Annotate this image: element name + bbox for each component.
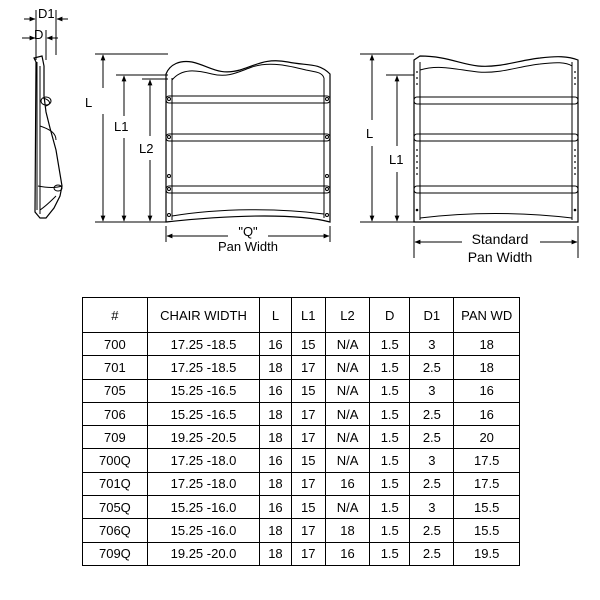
- cell-l2: N/A: [325, 496, 369, 519]
- cell-l2: 16: [325, 472, 369, 495]
- cell-d1: 2.5: [410, 402, 454, 425]
- cell-model-number: 700: [83, 333, 148, 356]
- cell-chair-width: 15.25 -16.5: [147, 402, 259, 425]
- cell-d1: 2.5: [410, 356, 454, 379]
- cell-l1: 17: [291, 519, 325, 542]
- cell-l: 18: [260, 356, 291, 379]
- cell-model-number: 700Q: [83, 449, 148, 472]
- table-row: [83, 496, 520, 519]
- cell-model-number: 706Q: [83, 519, 148, 542]
- cell-l2: N/A: [325, 333, 369, 356]
- std-caption-line2: Pan Width: [467, 249, 533, 265]
- table-row: [83, 472, 520, 495]
- side-d-label: D: [34, 27, 44, 42]
- table-row: [83, 542, 520, 565]
- cell-l: 16: [260, 496, 291, 519]
- cell-chair-width: 15.25 -16.5: [147, 379, 259, 402]
- cell-d1: 2.5: [410, 542, 454, 565]
- cell-l1: 17: [291, 426, 325, 449]
- q-l-label: L: [85, 95, 93, 110]
- table-row: [83, 426, 520, 449]
- cell-chair-width: 17.25 -18.5: [147, 356, 259, 379]
- spec-table-body: [83, 333, 520, 566]
- cell-l2: N/A: [325, 379, 369, 402]
- cell-l2: N/A: [325, 356, 369, 379]
- table-row: [83, 356, 520, 379]
- cell-d: 1.5: [370, 426, 410, 449]
- cell-pan-wd: 15.5: [454, 496, 520, 519]
- col-header-d1: D1: [410, 298, 454, 333]
- table-row: [83, 519, 520, 542]
- cell-model-number: 705Q: [83, 496, 148, 519]
- cell-d1: 3: [410, 449, 454, 472]
- table-row: [83, 379, 520, 402]
- cell-l1: 17: [291, 472, 325, 495]
- cell-d: 1.5: [370, 519, 410, 542]
- q-front-view: [95, 54, 330, 242]
- cell-l: 16: [260, 449, 291, 472]
- cell-l2: 16: [325, 542, 369, 565]
- cell-model-number: 709: [83, 426, 148, 449]
- cell-d: 1.5: [370, 333, 410, 356]
- table-header-row: [83, 298, 520, 333]
- cell-d: 1.5: [370, 449, 410, 472]
- cell-chair-width: 17.25 -18.0: [147, 472, 259, 495]
- cell-l1: 15: [291, 333, 325, 356]
- cell-model-number: 701: [83, 356, 148, 379]
- cell-pan-wd: 19.5: [454, 542, 520, 565]
- q-l2-label: L2: [139, 141, 154, 156]
- cell-d1: 3: [410, 496, 454, 519]
- col-header-number: #: [83, 298, 148, 333]
- cell-model-number: 705: [83, 379, 148, 402]
- table-row: [83, 402, 520, 425]
- cell-l: 18: [260, 426, 291, 449]
- q-caption-pan-width: Pan Width: [218, 239, 278, 254]
- cell-l1: 15: [291, 496, 325, 519]
- cell-d: 1.5: [370, 542, 410, 565]
- cell-l: 16: [260, 379, 291, 402]
- cell-chair-width: 19.25 -20.5: [147, 426, 259, 449]
- table-row: [83, 333, 520, 356]
- cell-chair-width: 19.25 -20.0: [147, 542, 259, 565]
- cell-d: 1.5: [370, 472, 410, 495]
- cell-d: 1.5: [370, 402, 410, 425]
- cell-d: 1.5: [370, 356, 410, 379]
- cell-l: 18: [260, 519, 291, 542]
- cell-pan-wd: 16: [454, 402, 520, 425]
- cell-d1: 3: [410, 333, 454, 356]
- table-row: [83, 449, 520, 472]
- cell-d1: 2.5: [410, 519, 454, 542]
- cell-l: 18: [260, 472, 291, 495]
- spec-table: [82, 297, 520, 566]
- cell-pan-wd: 20: [454, 426, 520, 449]
- cell-l1: 17: [291, 542, 325, 565]
- cell-pan-wd: 17.5: [454, 472, 520, 495]
- std-caption-line1: Standard: [471, 231, 529, 247]
- cell-pan-wd: 16: [454, 379, 520, 402]
- cell-d1: 2.5: [410, 426, 454, 449]
- cell-l2: N/A: [325, 426, 369, 449]
- col-header-l: L: [260, 298, 291, 333]
- cell-chair-width: 15.25 -16.0: [147, 496, 259, 519]
- cell-l2: 18: [325, 519, 369, 542]
- std-l1-label: L1: [389, 152, 404, 167]
- cell-d: 1.5: [370, 496, 410, 519]
- cell-l1: 15: [291, 379, 325, 402]
- cell-d: 1.5: [370, 379, 410, 402]
- col-header-l1: L1: [291, 298, 325, 333]
- col-header-l2: L2: [325, 298, 369, 333]
- cell-l2: N/A: [325, 402, 369, 425]
- col-header-chair-width: CHAIR WIDTH: [147, 298, 259, 333]
- cell-chair-width: 17.25 -18.0: [147, 449, 259, 472]
- side-d1-label: D1: [38, 6, 55, 21]
- cell-d1: 3: [410, 379, 454, 402]
- cell-l: 18: [260, 542, 291, 565]
- col-header-d: D: [370, 298, 410, 333]
- cell-model-number: 706: [83, 402, 148, 425]
- cell-l: 18: [260, 402, 291, 425]
- cell-chair-width: 17.25 -18.5: [147, 333, 259, 356]
- dimension-drawing: [0, 0, 600, 290]
- cell-model-number: 709Q: [83, 542, 148, 565]
- cell-pan-wd: 17.5: [454, 449, 520, 472]
- cell-pan-wd: 18: [454, 333, 520, 356]
- side-view: [22, 10, 68, 218]
- cell-l: 16: [260, 333, 291, 356]
- cell-pan-wd: 18: [454, 356, 520, 379]
- cell-chair-width: 15.25 -16.0: [147, 519, 259, 542]
- cell-model-number: 701Q: [83, 472, 148, 495]
- q-caption-q: "Q": [238, 224, 258, 239]
- cell-l1: 17: [291, 402, 325, 425]
- col-header-pan-wd: PAN WD: [454, 298, 520, 333]
- cell-l1: 15: [291, 449, 325, 472]
- std-l-label: L: [366, 126, 374, 141]
- cell-l1: 17: [291, 356, 325, 379]
- q-l1-label: L1: [114, 119, 129, 134]
- cell-l2: N/A: [325, 449, 369, 472]
- cell-d1: 2.5: [410, 472, 454, 495]
- cell-pan-wd: 15.5: [454, 519, 520, 542]
